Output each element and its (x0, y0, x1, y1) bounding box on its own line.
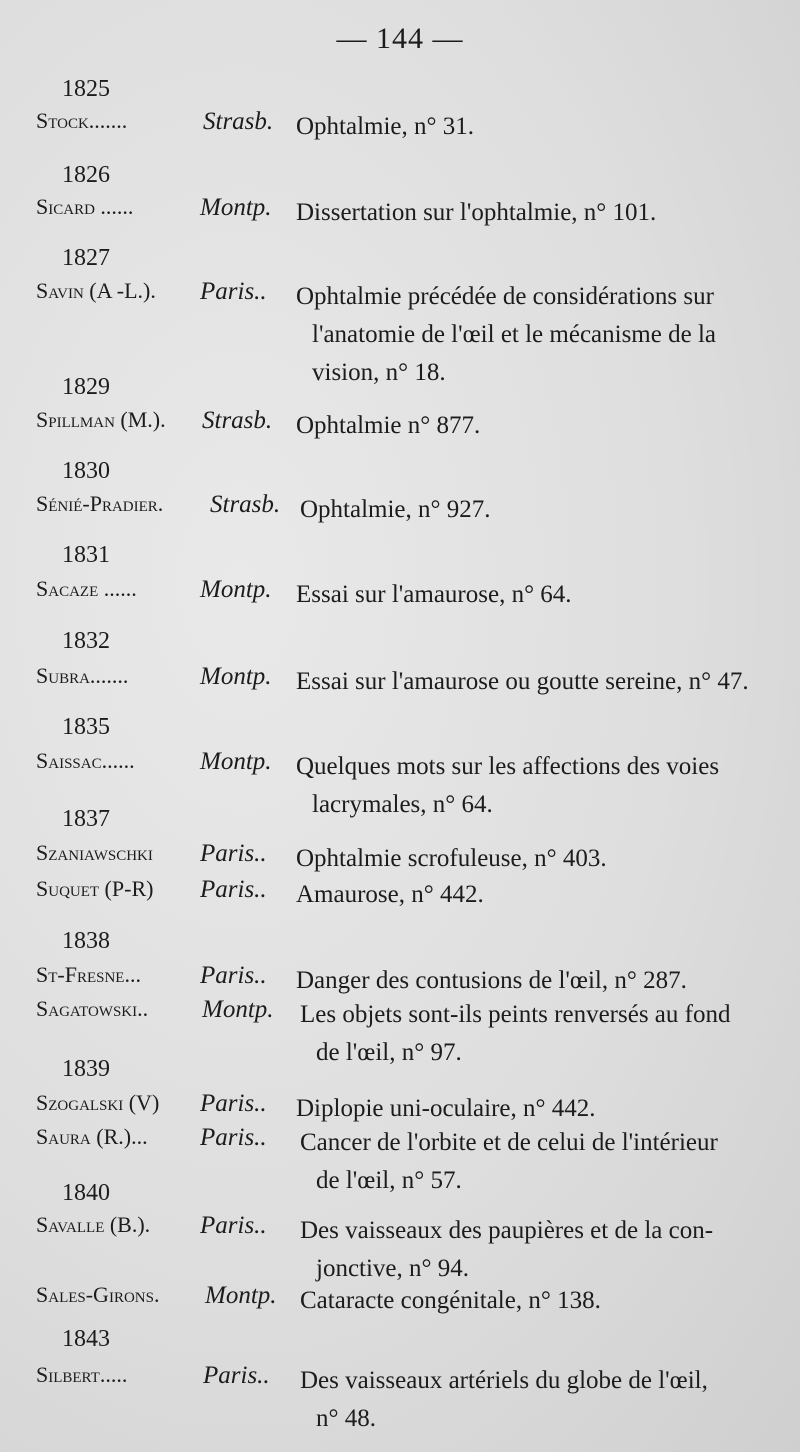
year-heading: 1835 (62, 714, 110, 740)
entry (0, 278, 800, 386)
year-heading: 1839 (62, 1056, 110, 1082)
year-heading: 1826 (62, 162, 110, 188)
year-heading: 1825 (62, 76, 110, 102)
entry (0, 194, 800, 226)
place-of-thesis: Montp. (200, 748, 272, 775)
year-heading: 1838 (62, 928, 110, 954)
place-of-thesis: Strasb. (210, 491, 281, 518)
entry (0, 1090, 800, 1122)
thesis-title: Des vaisseaux des paupières et de la con- jonctive, n° 94. (300, 1217, 714, 1282)
entry (0, 1282, 800, 1314)
place-of-thesis: Paris.. (200, 876, 267, 903)
year-heading: 1837 (62, 806, 110, 832)
year-heading: 1830 (62, 458, 110, 484)
year-heading: 1832 (62, 628, 110, 654)
author-name: Savin (A -L.). (36, 278, 156, 303)
entry (0, 748, 800, 818)
thesis-title: Les objets sont-ils peints renversés au fond de l'œil, n° 97. (300, 1001, 731, 1066)
thesis-title: Ophtalmie scrofuleuse, n° 403. (296, 845, 607, 872)
entry (0, 576, 800, 608)
author-name: Suquet (P-R) (36, 876, 154, 901)
place-of-thesis: Paris.. (200, 1124, 267, 1151)
thesis-title: Danger des contusions de l'œil, n° 287. (296, 967, 687, 994)
place-of-thesis: Strasb. (203, 108, 274, 135)
entry (0, 663, 800, 695)
thesis-title: Diplopie uni-oculaire, n° 442. (296, 1095, 596, 1122)
thesis-title: Ophtalmie, n° 927. (300, 496, 491, 523)
author-name: Subra....... (36, 663, 129, 688)
author-name: Sagatowski.. (36, 996, 149, 1021)
place-of-thesis: Paris.. (200, 278, 267, 305)
author-name: Silbert..... (36, 1362, 128, 1387)
entry (0, 407, 800, 439)
thesis-title: Amaurose, n° 442. (296, 881, 484, 908)
author-name: Savalle (B.). (36, 1212, 151, 1237)
author-name: St-Fresne... (36, 962, 141, 987)
thesis-title: Dissertation sur l'ophtalmie, n° 101. (296, 199, 657, 226)
year-heading: 1831 (62, 542, 110, 568)
page-number: — 144 — (336, 22, 464, 55)
year-heading: 1843 (62, 1326, 110, 1352)
place-of-thesis: Montp. (205, 1282, 277, 1309)
place-of-thesis: Montp. (200, 576, 272, 603)
entry (0, 962, 800, 994)
thesis-title: Quelques mots sur les affections des voies lacrymales, n° 64. (296, 753, 720, 818)
entry (0, 491, 800, 523)
place-of-thesis: Montp. (202, 996, 274, 1023)
place-of-thesis: Paris.. (203, 1362, 270, 1389)
place-of-thesis: Montp. (200, 194, 272, 221)
place-of-thesis: Strasb. (202, 407, 273, 434)
place-of-thesis: Paris.. (200, 1090, 267, 1117)
author-name: Saissac...... (36, 748, 135, 773)
thesis-title: Ophtalmie, n° 31. (296, 113, 475, 140)
entry (0, 1362, 800, 1432)
author-name: Sales-Girons. (36, 1282, 160, 1307)
author-name: Spillman (M.). (36, 407, 166, 432)
author-name: Sicard ...... (36, 194, 134, 219)
entry (0, 996, 800, 1066)
thesis-title: Ophtalmie n° 877. (296, 412, 481, 439)
year-heading: 1829 (62, 374, 110, 400)
entry (0, 108, 800, 140)
author-name: Saura (R.)... (36, 1124, 148, 1149)
author-name: Szaniawschki (36, 840, 153, 865)
place-of-thesis: Paris.. (200, 840, 267, 867)
entry (0, 840, 800, 872)
author-name: Sacaze ...... (36, 576, 137, 601)
author-name: Sénié-Pradier. (36, 491, 164, 516)
author-name: Szogalski (V) (36, 1090, 160, 1115)
place-of-thesis: Paris.. (200, 1212, 267, 1239)
thesis-title: Cancer de l'orbite et de celui de l'intérieur de l'œil, n° 57. (300, 1129, 718, 1194)
entry (0, 876, 800, 908)
thesis-title: Cataracte congénitale, n° 138. (300, 1287, 601, 1314)
thesis-title: Essai sur l'amaurose, n° 64. (296, 581, 572, 608)
place-of-thesis: Montp. (200, 663, 272, 690)
author-name: Stock....... (36, 108, 128, 133)
year-heading: 1840 (62, 1180, 110, 1206)
year-heading: 1827 (62, 245, 110, 271)
entry (0, 1212, 800, 1282)
thesis-title: Ophtalmie précédée de considérations sur l'anatomie de l'œil et le mécanisme de la vision, n° 18. (296, 283, 716, 386)
thesis-title: Des vaisseaux artériels du globe de l'œil, n° 48. (300, 1367, 708, 1432)
place-of-thesis: Paris.. (200, 962, 267, 989)
thesis-title: Essai sur l'amaurose ou goutte sereine, n° 47. (296, 668, 749, 695)
